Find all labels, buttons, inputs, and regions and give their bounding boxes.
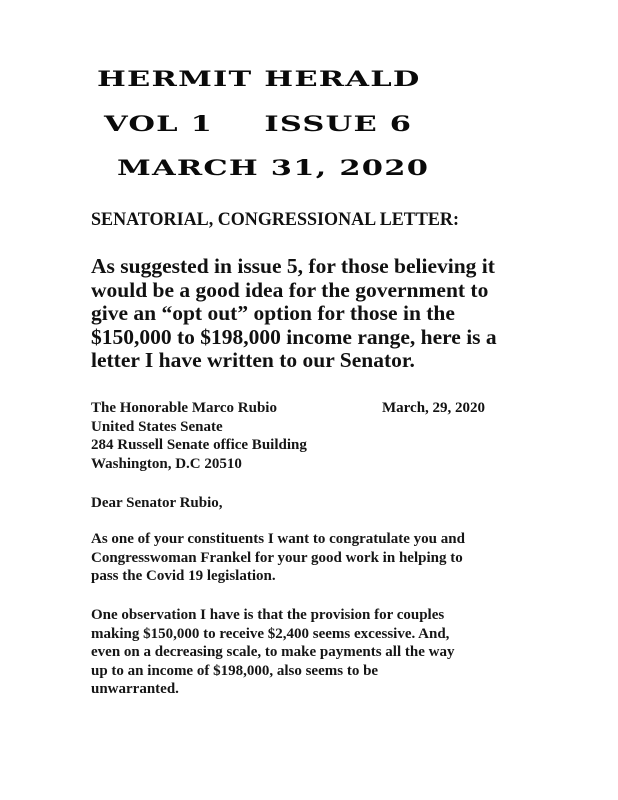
masthead-volume: VOL 1 [104, 111, 214, 136]
paragraph-line: Congresswoman Frankel for your good work in helping to [91, 549, 463, 566]
paragraph-line: up to an income of $198,000, also seems to be [91, 662, 379, 679]
masthead-date: MARCH 31, 2020 [117, 155, 430, 180]
masthead-issue: ISSUE 6 [264, 111, 413, 136]
paragraph-line: making $150,000 to receive $2,400 seems excessive. And, [91, 625, 450, 642]
address-line: United States Senate [91, 418, 223, 435]
address-line: 284 Russell Senate office Building [91, 437, 307, 453]
letter-paragraph-2 [91, 606, 531, 699]
address-line: Washington, D.C 20510 [91, 455, 242, 472]
paragraph-line: pass the Covid 19 legislation. [91, 568, 276, 584]
paragraph-line: As one of your constituents I want to congratulate you and [91, 531, 465, 547]
letter-salutation [91, 494, 531, 513]
address-line: The Honorable Marco Rubio [91, 400, 277, 416]
paragraph-line: One observation I have is that the provision for couples [91, 607, 445, 623]
masthead-title: HERMIT HERALD [97, 66, 421, 91]
masthead-volume-issue [104, 111, 412, 137]
intro-line: As suggested in issue 5, for those believing it [91, 254, 495, 278]
salutation-line: Dear Senator Rubio, [91, 495, 223, 511]
paragraph-line: unwarranted. [91, 681, 179, 697]
intro-line: would be a good idea for the government to [91, 277, 489, 302]
intro-line: $150,000 to $198,000 income range, here is a [91, 324, 497, 349]
intro-line: letter I have written to our Senator. [91, 348, 415, 372]
paragraph-line: even on a decreasing scale, to make payments all the way [91, 644, 455, 660]
intro-paragraph [91, 255, 551, 373]
letter-date: March, 29, 2020 [382, 400, 486, 416]
letter-paragraph-1 [91, 530, 531, 586]
intro-line: give an “opt out” option for those in the [91, 301, 455, 325]
section-heading: SENATORIAL, CONGRESSIONAL LETTER: [91, 209, 459, 230]
